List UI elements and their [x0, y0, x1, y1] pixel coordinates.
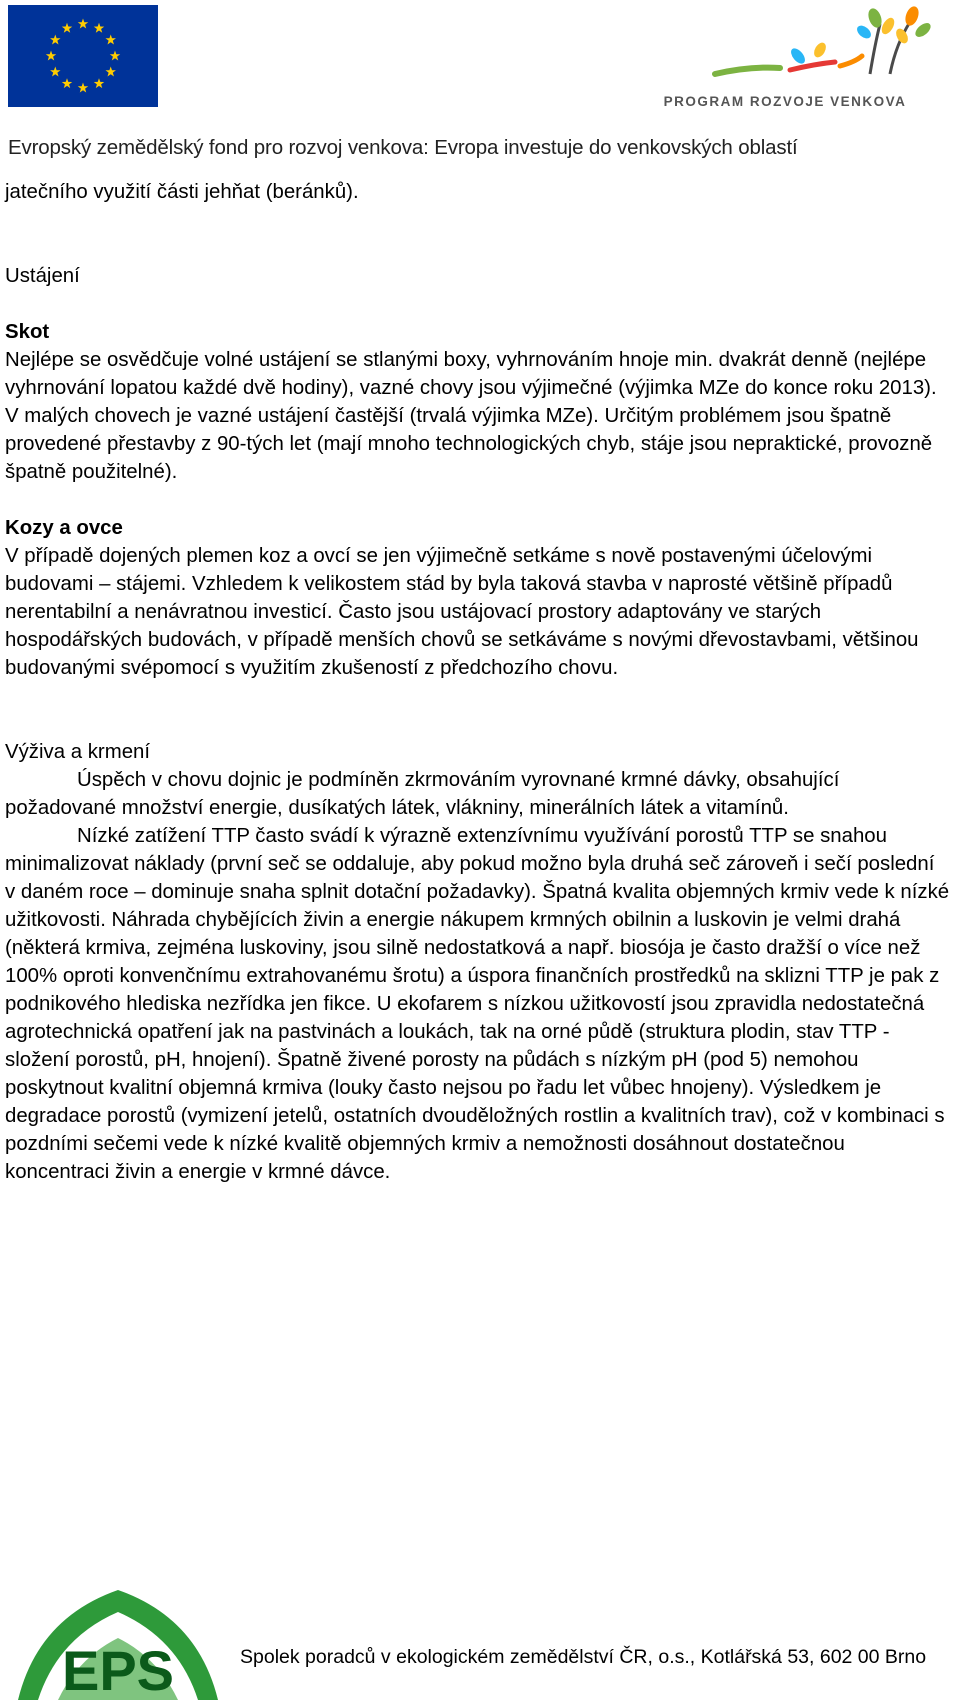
eu-flag-icon: [8, 5, 158, 107]
fund-tagline: Evropský zemědělský fond pro rozvoj venkova: Evropa investuje do venkovských oblastí: [8, 136, 798, 159]
section-heading-housing: Ustájení: [5, 265, 80, 287]
eps-logo: [18, 1578, 218, 1700]
document-body: [5, 178, 950, 1186]
goats-paragraph: V případě dojených plemen koz a ovcí se jen výjimečně setkáme s nově postavenými účelovými budovami – stájemi. Vzhledem k velikostem stád by byla taková stavba v naprosté většině případů nerentabilní a nenávratnou investicí. Často jsou ustájovací prostory adaptovány ve starých hospodářských budovách, v případě menších chovů se setkáváme s novými dřevostavbami, většinou budovanými svépomocí s využitím zkušeností z předchozího chovu.: [5, 545, 919, 679]
page-header: [0, 0, 960, 165]
goats-heading: Kozy a ovce: [5, 517, 123, 539]
cattle-paragraph: Nejlépe se osvědčuje volné ustájení se stlanými boxy, vyhrnováním hnoje min. dvakrát denně (nejlépe vyhrnování lopatou každé dvě hodiny), vazné chovy jsou výjimečné (výjimka MZe do konce roku 2013). V malých chovech je vazné ustájení častější (trvalá výjimka MZe). Určitým problémem jsou špatně provedené přestavby z 90-tých let (mají mnoho technologických chyb, stáje jsou nepraktické, provozně špatně použitelné).: [5, 349, 937, 483]
footer-address: Spolek poradců v ekologickém zemědělství ČR, o.s., Kotlářská 53, 602 00 Brno: [240, 1646, 927, 1668]
program-name: PROGRAM ROZVOJE VENKOVA: [663, 94, 907, 109]
intro-line: jatečního využití části jehňat (beránků).: [5, 181, 359, 203]
eps-logo-text: EPS: [61, 1639, 175, 1700]
page-footer: [0, 1570, 960, 1700]
nutrition-paragraph-1: Úspěch v chovu dojnic je podmíněn zkrmováním vyrovnané krmné dávky, obsahující požadované množství energie, dusíkatých látek, vlákniny, minerálních látek a vitamínů.: [5, 769, 840, 819]
cattle-heading: Skot: [5, 321, 50, 343]
nutrition-paragraph-2: Nízké zatížení TTP často svádí k výrazně extenzívnímu využívání porostů TTP se snahou minimalizovat náklady (první seč se oddaluje, aby pokud možno byla druhá seč zároveň i sečí poslední v daném roce – dominuje snaha splnit dotační požadavky). Špatná kvalita objemných krmiv vede k nízké užitkovosti. Náhrada chybějících živin a energie nákupem krmných obilnin a luskovin je velmi drahá (některá krmiva, zejména luskoviny, jsou silně nedostatková a např. biosója je často dražší o více než 100% oproti konvenčnímu extrahovanému šrotu) a úspora finančních prostředků na sklizni TTP je pak z podnikového hlediska nezřídka jen fikce. U ekofarem s nízkou užitkovostí jsou zpravidla nedostatečná agrotechnická opatření jak na pastvinách a loukách, tak na orné půdě (struktura plodin, stav TTP - složení porostů, pH, hnojení). Špatně živené porosty na půdách s nízkým pH (pod 5) nemohou poskytnout kvalitní objemná krmiva (louky často nejsou po řadu let vůbec hnojeny). Výsledkem je degradace porostů (vymizení jetelů, ostatních dvouděložných rostlin a kvalitních trav), což v kombinaci s pozdními sečemi vede k nízké kvalitě objemných krmiv a nemožnosti dosáhnout dostatečnou koncentraci živin a energie v krmné dávce.: [5, 825, 950, 1183]
section-heading-nutrition: Výživa a krmení: [5, 741, 151, 763]
